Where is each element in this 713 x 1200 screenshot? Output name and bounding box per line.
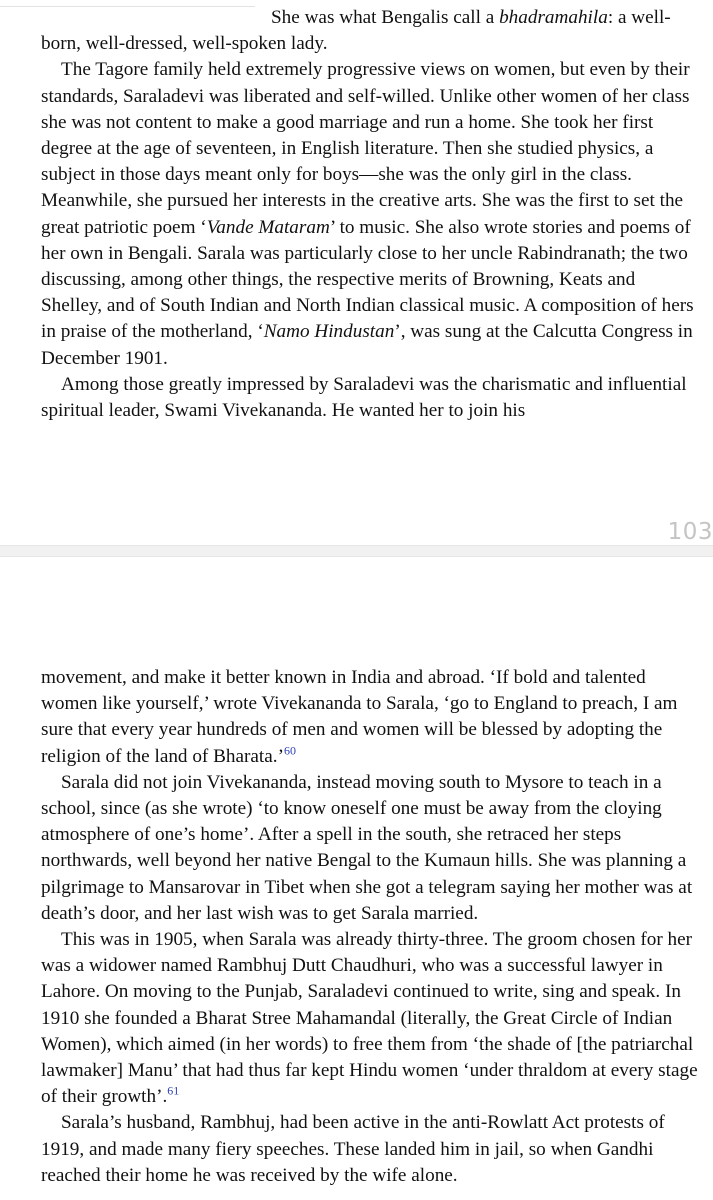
- text-span: This was in 1905, when Sarala was already thirty-three. The groom chosen for her was a widower named Rambhuj Dutt Chaudhuri, who was a successful lawyer in Lahore. On moving to the Punjab, Saraladevi continued to write, sing and speak. In 1910 she founded a Bharat Stree Mahamandal (literally, the Great Circle of Indian Women), which aimed (in her words) to free them from ‘the shade of [the patriarchal lawmaker] Manu’ that had thus far kept Hindu women ‘under thraldom at every stage of their growth’.: [41, 929, 698, 1108]
- text-span: ’ to music. She also wrote stories and poems of her own in Bengali. Sarala was particularly close to her uncle Rabindranath; the two discussing, among other things, the respective merits of Browning, Keats and Shelley, and of South Indian and North Indian classical music. A composition of hers in praise of the motherland, ‘: [41, 216, 694, 343]
- page-break-divider: [0, 545, 713, 557]
- footnote-ref-60[interactable]: 60: [283, 743, 296, 758]
- page-top-text: [41, 5, 701, 424]
- text-span: ’, was sung at the Calcutta Congress in December 1901.: [41, 321, 693, 369]
- text-span: She was what Bengalis call a: [271, 7, 500, 28]
- text-span: : a well-born, well-dressed, well-spoken lady.: [41, 7, 671, 55]
- italic-title: Namo Hindustan: [263, 321, 395, 343]
- paragraph-rambhuj: Sarala’s husband, Rambhuj, had been active in the anti-Rowlatt Act protests of 1919, and made many fiery speeches. These landed him in jail, so when Gandhi reached their home he was received by the wife alone.: [41, 1112, 665, 1186]
- page-bottom: [0, 557, 713, 1200]
- page-top: [0, 0, 713, 545]
- text-span: The Tagore family held extremely progressive views on women, but even by their standards, Saraladevi was liberated and self-willed. Unlike other women of her class she was not content to make a good marriage and run a home. She took her first degree at the age of seventeen, in English literature. Then she studied physics, a subject in those days meant only for boys—she was the only girl in the class. Meanwhile, she pursued her interests in the creative arts. She was the first to set the great patriotic poem ‘: [41, 59, 690, 238]
- footnote-ref-61[interactable]: 61: [167, 1083, 180, 1098]
- italic-title: Vande Mataram: [206, 216, 330, 238]
- paragraph-vivekananda-intro: Among those greatly impressed by Saraladevi was the charismatic and influential spiritual leader, Swami Vivekananda. He wanted her to join his: [41, 373, 687, 422]
- paragraph-movement: [41, 665, 701, 770]
- page-number: 103: [667, 519, 713, 545]
- page-bottom-text: [41, 665, 701, 1189]
- paragraph-mysore: Sarala did not join Vivekananda, instead moving south to Mysore to teach in a school, since (as she wrote) ‘to know oneself one must be away from the cloying atmosphere of one’s home’. After a spell in the south, she retraced her steps northwards, well beyond her native Bengal to the Kumaun hills. She was planning a pilgrimage to Mansarovar in Tibet when she got a telegram saying her mother was at death’s door, and her last wish was to get Sarala married.: [41, 771, 693, 924]
- paragraph-marriage: [41, 927, 701, 1110]
- paragraph-tagore-family: [41, 57, 701, 371]
- text-span: movement, and make it better known in India and abroad. ‘If bold and talented women like yourself,’ wrote Vivekananda to Sarala, ‘go to England to preach, I am sure that every year hundreds of men and women will be blessed by adopting the religion of the land of Bharata.’: [41, 667, 678, 767]
- paragraph-bhadramahila: [41, 5, 701, 57]
- italic-term: bhadramahila: [499, 7, 608, 28]
